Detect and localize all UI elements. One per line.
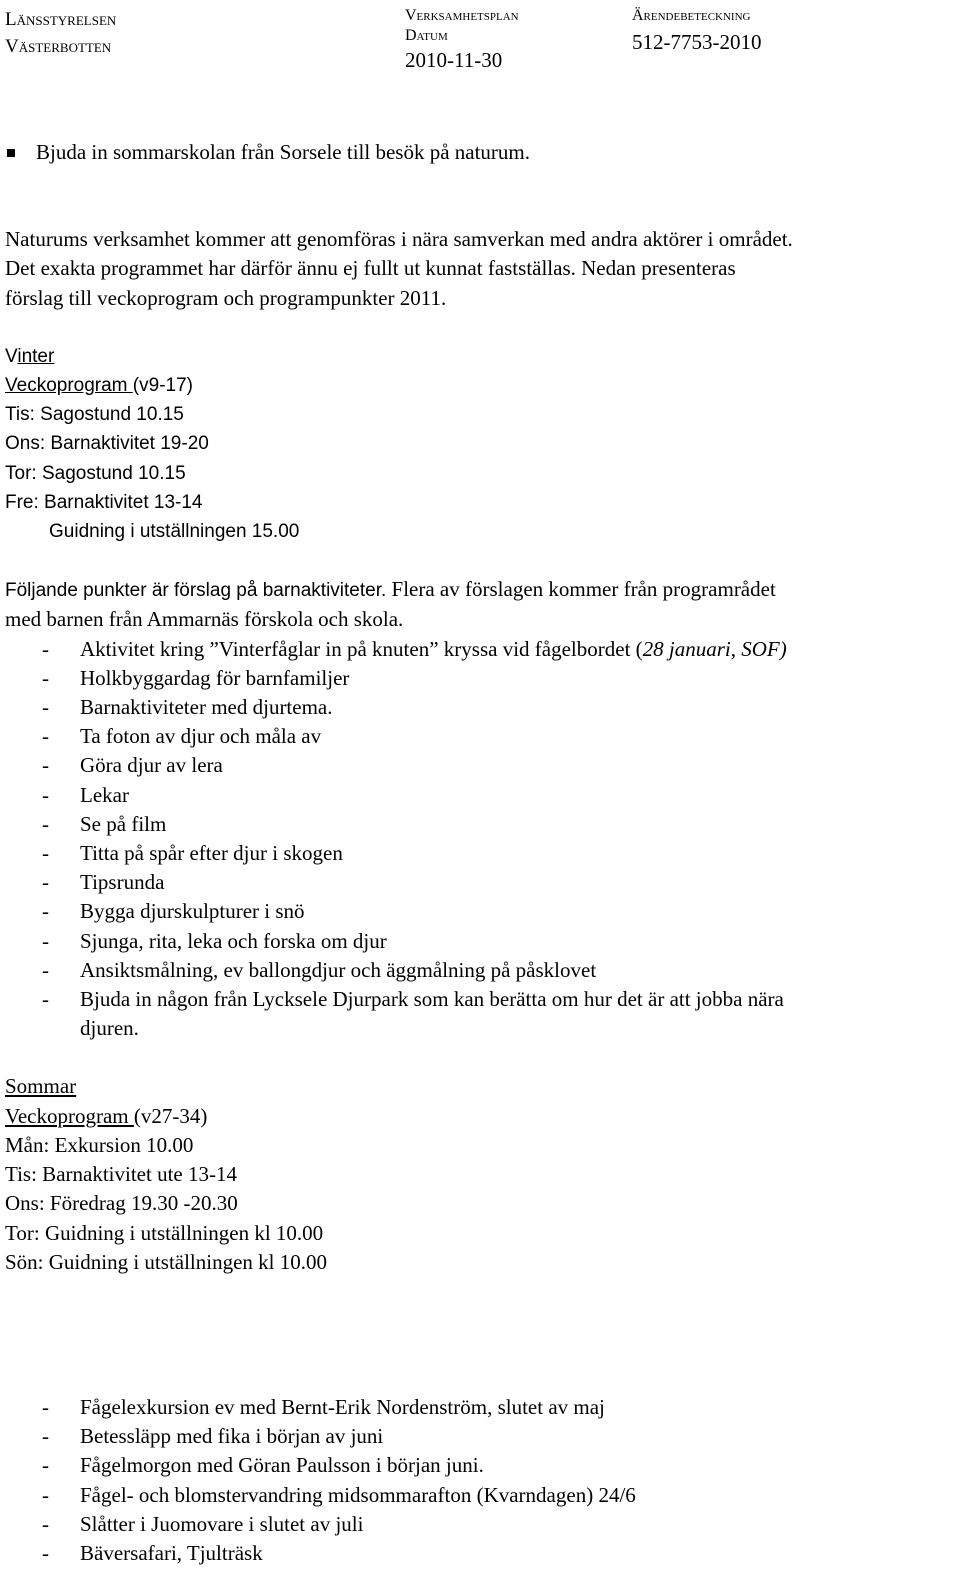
list-item: - Slåtter i Juomovare i slutet av juli xyxy=(42,1511,364,1536)
list-item: - Holkbyggardag för barnfamiljer xyxy=(42,665,350,690)
list-item: - Fågelexkursion ev med Bernt-Erik Nordenström, slutet av maj xyxy=(42,1395,605,1419)
list-item: - Ta foton av djur och måla av xyxy=(42,724,322,749)
list-item: - Ansiktsmålning, ev ballongdjur och äggmålning på påsklovet xyxy=(42,957,597,982)
document-body xyxy=(5,138,955,1277)
header-organization xyxy=(5,6,116,60)
list-item: - Titta på spår efter djur i skogen xyxy=(42,841,343,866)
summer-schedule-mon: Mån: Exkursion 10.00 xyxy=(5,1132,194,1157)
winter-activity-list xyxy=(5,635,955,1044)
winter-schedule-wed: Ons: Barnaktivitet 19-20 xyxy=(5,433,209,455)
summer-schedule-tue: Tis: Barnaktivitet ute 13-14 xyxy=(5,1162,237,1187)
list-item: - Barnaktiviteter med djurtema. xyxy=(42,695,333,720)
header-reference xyxy=(632,6,762,57)
ref-label: Ärendebeteckning xyxy=(632,7,751,24)
summer-schedule-thu: Tor: Guidning i utställningen kl 10.00 xyxy=(5,1220,324,1245)
square-bullet-icon xyxy=(7,149,15,157)
list-item: - Tipsrunda xyxy=(42,870,165,895)
org-name: Länsstyrelsen xyxy=(5,9,117,30)
list-item: - Fågel- och blomstervandring midsommarafton (Kvarndagen) 24/6 xyxy=(42,1482,636,1507)
winter-section xyxy=(5,342,955,635)
summer-activity-list xyxy=(5,1393,955,1568)
winter-schedule-thu: Tor: Sagostund 10.15 xyxy=(5,462,186,484)
intro-line-1: Naturums verksamhet kommer att genomföras i nära samverkan med andra aktörer i området. xyxy=(5,227,793,252)
list-item: - Fågelmorgon med Göran Paulsson i början juni. xyxy=(42,1453,484,1478)
list-item: - Göra djur av lera xyxy=(42,753,223,778)
summer-activity-list-container xyxy=(5,1393,955,1568)
list-item: - Betessläpp med fika i början av juni xyxy=(42,1424,384,1449)
summer-section xyxy=(5,1072,955,1276)
winter-suggestions-line-1: Följande punkter är förslag på barnaktiviteter. Flera av förslagen kommer från programrådet xyxy=(5,577,776,602)
date-value: 2010-11-30 xyxy=(405,48,503,72)
list-item: - Se på film xyxy=(42,811,167,836)
header-doc-info xyxy=(405,6,519,75)
list-item: - Aktivitet kring ”Vinterfåglar in på knuten” kryssa vid fågelbordet (28 januari, SOF) xyxy=(42,636,787,661)
summer-heading: Sommar xyxy=(5,1074,77,1099)
list-item: - Sjunga, rita, leka och forska om djur xyxy=(42,928,387,953)
winter-heading: Vinter xyxy=(5,345,55,367)
list-item: - Bygga djurskulpturer i snö xyxy=(42,899,305,924)
intro-line-3: förslag till veckoprogram och programpunkter 2011. xyxy=(5,285,447,310)
intro-line-2: Det exakta programmet har därför ännu ej fullt ut kunnat fastställas. Nedan presenteras xyxy=(5,256,736,281)
intro-bullet-text: Bjuda in sommarskolan från Sorsele till besök på naturum. xyxy=(36,140,530,164)
org-region: Västerbotten xyxy=(5,36,112,57)
date-label: Datum xyxy=(405,27,448,44)
summer-schedule-wed: Ons: Föredrag 19.30 -20.30 xyxy=(5,1191,238,1216)
winter-schedule-tue: Tis: Sagostund 10.15 xyxy=(5,404,184,426)
summer-week-program: Veckoprogram (v27-34) xyxy=(5,1103,208,1128)
list-item: - Lekar xyxy=(42,782,129,807)
summer-schedule-sun: Sön: Guidning i utställningen kl 10.00 xyxy=(5,1249,328,1274)
list-item: - Bäversafari, Tjulträsk xyxy=(42,1541,263,1566)
winter-week-program: Veckoprogram (v9-17) xyxy=(5,375,193,397)
winter-suggestions-line-2: med barnen från Ammarnäs förskola och skola. xyxy=(5,607,404,632)
doc-type: Verksamhetsplan xyxy=(405,7,519,24)
list-item: - Bjuda in någon från Lycksele Djurpark som kan berätta om hur det är att jobba nära djuren. xyxy=(42,987,784,1041)
intro-bullet xyxy=(5,138,955,167)
ref-value: 512-7753-2010 xyxy=(632,30,762,54)
winter-schedule-guided-tour: Guidning i utställningen 15.00 xyxy=(49,521,300,543)
winter-schedule-fri: Fre: Barnaktivitet 13-14 xyxy=(5,491,203,513)
